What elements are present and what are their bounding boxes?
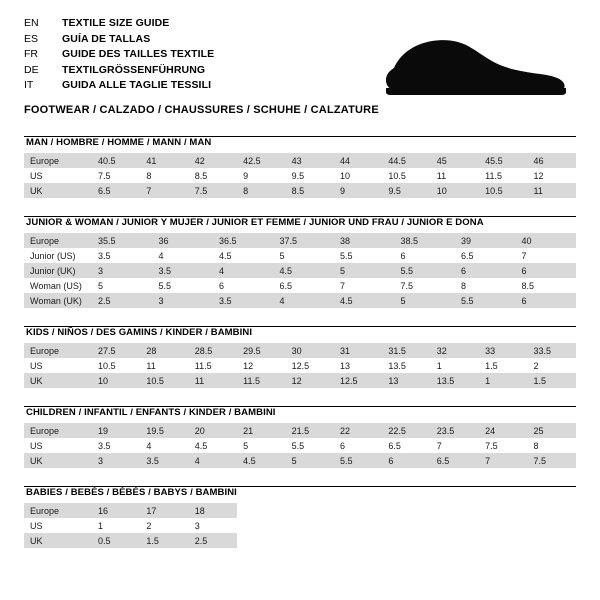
size-cell: 6.5 xyxy=(92,183,140,198)
size-cell-empty xyxy=(334,503,382,518)
size-cell-empty xyxy=(479,503,527,518)
size-table-babies xyxy=(24,503,576,548)
table-row xyxy=(24,438,576,453)
size-cell: 44 xyxy=(334,153,382,168)
row-label: Europe xyxy=(24,423,92,438)
size-cell-empty xyxy=(382,533,430,548)
size-cell: 11.5 xyxy=(237,373,285,388)
block-title: BABIES / BEBÉS / BÉBÉS / BABYS / BAMBINI xyxy=(26,487,237,498)
size-cell: 8 xyxy=(146,170,152,181)
language-code: EN xyxy=(24,17,39,29)
size-block-babies xyxy=(24,486,576,548)
table-row xyxy=(24,503,576,518)
size-cell: 8.5 xyxy=(194,170,208,181)
language-title: GUÍA DE TALLAS xyxy=(62,32,151,45)
size-cell-empty xyxy=(528,503,576,518)
size-table-kids xyxy=(24,343,576,388)
size-cell: 4.5 xyxy=(219,250,232,261)
row-label: UK xyxy=(24,453,92,468)
row-label: UK xyxy=(24,533,92,548)
size-cell: 41 xyxy=(140,153,188,168)
size-cell: 5 xyxy=(279,250,285,261)
size-cell: 4.5 xyxy=(194,440,208,451)
size-cell: 40 xyxy=(516,233,577,248)
size-cell: 5 xyxy=(334,263,395,278)
size-cell: 8.5 xyxy=(286,183,334,198)
size-table-body xyxy=(24,343,576,388)
size-block-junior-woman xyxy=(24,216,576,308)
size-cell: 40.5 xyxy=(92,153,140,168)
size-cell: 24 xyxy=(479,423,527,438)
size-cell: 17 xyxy=(140,503,188,518)
size-cell-empty xyxy=(431,503,479,518)
size-cell: 10 xyxy=(431,183,479,198)
row-label: Woman (US) xyxy=(30,280,82,291)
size-cell: 4 xyxy=(189,453,237,468)
size-cell: 31 xyxy=(334,343,382,358)
size-cell-empty xyxy=(334,533,382,548)
size-cell: 8 xyxy=(237,183,285,198)
size-cell-empty xyxy=(286,503,334,518)
size-cell: 35.5 xyxy=(92,233,153,248)
size-cell: 21.5 xyxy=(286,423,334,438)
row-label: UK xyxy=(24,183,92,198)
size-cell: 30 xyxy=(286,343,334,358)
size-cell: 4 xyxy=(146,440,152,451)
row-label: UK xyxy=(24,373,92,388)
size-cell: 5 xyxy=(98,280,104,291)
row-label: US xyxy=(30,440,43,451)
size-cell: 5.5 xyxy=(340,250,353,261)
size-cell: 11 xyxy=(436,170,447,181)
size-cell: 10.5 xyxy=(388,170,406,181)
size-cell: 4 xyxy=(274,293,335,308)
table-row xyxy=(24,183,576,198)
size-cell: 6 xyxy=(455,263,516,278)
category-line: FOOTWEAR / CALZADO / CHAUSSURES / SCHUHE / CALZATURE xyxy=(24,103,379,116)
size-cell: 18 xyxy=(189,503,237,518)
size-cell-empty xyxy=(286,518,334,533)
size-table-body xyxy=(24,233,576,308)
size-cell: 7.5 xyxy=(98,170,111,181)
size-cell: 2.5 xyxy=(92,293,153,308)
size-cell: 2.5 xyxy=(189,533,237,548)
size-cell: 6 xyxy=(382,453,430,468)
size-cell: 5.5 xyxy=(455,293,516,308)
size-cell: 29.5 xyxy=(237,343,285,358)
language-row xyxy=(24,47,214,63)
size-cell: 6 xyxy=(516,263,577,278)
table-row xyxy=(24,423,576,438)
table-row xyxy=(24,453,576,468)
size-cell: 12 xyxy=(243,360,254,371)
size-cell: 37.5 xyxy=(274,233,335,248)
size-cell: 5 xyxy=(286,453,334,468)
size-cell: 7 xyxy=(140,183,188,198)
language-title: TEXTILGRÖSSENFÜHRUNG xyxy=(62,63,206,76)
size-cell: 6 xyxy=(516,293,577,308)
size-cell: 1 xyxy=(479,373,527,388)
size-cell: 16 xyxy=(92,503,140,518)
language-row xyxy=(24,16,214,32)
language-title-list xyxy=(24,16,214,94)
size-cell-empty xyxy=(382,503,430,518)
size-cell: 4.5 xyxy=(274,263,335,278)
size-cell: 1 xyxy=(98,520,104,531)
size-cell: 11.5 xyxy=(194,360,212,371)
size-cell: 3 xyxy=(92,453,140,468)
row-label: Europe xyxy=(24,503,92,518)
row-label: Woman (UK) xyxy=(24,293,92,308)
size-cell: 3.5 xyxy=(213,293,274,308)
size-cell: 7 xyxy=(436,440,442,451)
size-cell: 8 xyxy=(461,280,467,291)
size-cell: 10.5 xyxy=(98,360,116,371)
size-cell: 36 xyxy=(153,233,214,248)
size-cell: 5.5 xyxy=(334,453,382,468)
language-row xyxy=(24,78,214,94)
size-cell: 38.5 xyxy=(395,233,456,248)
size-cell: 33 xyxy=(479,343,527,358)
size-cell-empty xyxy=(528,533,576,548)
block-title: MAN / HOMBRE / HOMME / MANN / MAN xyxy=(26,137,212,148)
size-cell: 33.5 xyxy=(528,343,576,358)
size-cell: 45.5 xyxy=(479,153,527,168)
size-cell: 12 xyxy=(286,373,334,388)
size-cell: 4.5 xyxy=(237,453,285,468)
table-row xyxy=(24,343,576,358)
size-cell: 3.5 xyxy=(98,440,111,451)
size-cell-empty xyxy=(528,518,576,533)
size-cell: 4 xyxy=(213,263,274,278)
language-row xyxy=(24,63,214,79)
row-label: Europe xyxy=(24,153,92,168)
size-cell: 13 xyxy=(382,373,430,388)
size-cell: 28 xyxy=(140,343,188,358)
size-cell: 46 xyxy=(528,153,576,168)
size-cell: 7 xyxy=(521,250,527,261)
size-cell: 1.5 xyxy=(140,533,188,548)
size-cell: 36.5 xyxy=(213,233,274,248)
size-cell: 5.5 xyxy=(291,440,305,451)
size-cell-empty xyxy=(431,518,479,533)
size-cell: 25 xyxy=(528,423,576,438)
size-cell: 3 xyxy=(194,520,200,531)
size-cell: 10.5 xyxy=(479,183,527,198)
size-cell: 6 xyxy=(400,250,406,261)
table-row xyxy=(24,518,576,533)
size-cell: 22 xyxy=(334,423,382,438)
size-cell: 3.5 xyxy=(98,250,111,261)
table-row xyxy=(24,278,576,293)
size-cell: 7.5 xyxy=(528,453,576,468)
size-cell: 42.5 xyxy=(237,153,285,168)
size-cell: 44.5 xyxy=(382,153,430,168)
size-cell: 20 xyxy=(189,423,237,438)
size-cell: 1 xyxy=(436,360,442,371)
size-block-kids xyxy=(24,326,576,388)
size-cell: 7 xyxy=(479,453,527,468)
size-cell: 19 xyxy=(92,423,140,438)
table-row xyxy=(24,263,576,278)
table-row xyxy=(24,533,576,548)
language-code: ES xyxy=(24,32,39,45)
size-cell: 3.5 xyxy=(153,263,214,278)
block-title: CHILDREN / INFANTIL / ENFANTS / KINDER / BAMBINI xyxy=(26,407,276,418)
size-cell: 21 xyxy=(237,423,285,438)
size-cell: 3.5 xyxy=(140,453,188,468)
language-title: TEXTILE SIZE GUIDE xyxy=(62,17,170,29)
document-header xyxy=(24,16,576,116)
size-cell: 27.5 xyxy=(92,343,140,358)
size-cell: 0.5 xyxy=(92,533,140,548)
block-title: JUNIOR & WOMAN / JUNIOR Y MUJER / JUNIOR ET FEMME / JUNIOR UND FRAU / JUNIOR E DONA xyxy=(26,217,484,228)
size-cell: 2 xyxy=(533,360,539,371)
size-cell: 8 xyxy=(533,440,539,451)
table-row xyxy=(24,153,576,168)
size-cell: 9.5 xyxy=(291,170,305,181)
row-label: US xyxy=(30,520,43,531)
size-cell: 43 xyxy=(286,153,334,168)
block-title: KIDS / NIÑOS / DES GAMINS / KINDER / BAMBINI xyxy=(26,327,253,338)
size-cell: 11.5 xyxy=(485,170,502,181)
size-cell: 11 xyxy=(189,373,237,388)
table-row xyxy=(24,293,576,308)
size-table-children xyxy=(24,423,576,468)
size-block-man xyxy=(24,136,576,198)
size-cell: 12 xyxy=(533,170,544,181)
size-cell: 13 xyxy=(339,360,350,371)
row-label: US xyxy=(30,170,43,181)
size-cell: 11 xyxy=(146,360,156,371)
size-cell: 28.5 xyxy=(189,343,237,358)
size-cell: 4.5 xyxy=(334,293,395,308)
size-cell: 6.5 xyxy=(431,453,479,468)
language-row xyxy=(24,32,214,48)
size-block-children xyxy=(24,406,576,468)
size-cell: 19.5 xyxy=(140,423,188,438)
size-cell-empty xyxy=(237,503,285,518)
row-label: Europe xyxy=(24,233,92,248)
size-cell: 7.5 xyxy=(400,280,414,291)
size-cell: 7 xyxy=(340,280,346,291)
size-cell: 5.5 xyxy=(395,263,456,278)
size-cell-empty xyxy=(237,518,285,533)
size-cell-empty xyxy=(334,518,382,533)
size-cell-empty xyxy=(382,518,430,533)
size-cell: 10 xyxy=(339,170,350,181)
table-row xyxy=(24,168,576,183)
size-table-man xyxy=(24,153,576,198)
table-row xyxy=(24,248,576,263)
table-row xyxy=(24,358,576,373)
size-cell: 3 xyxy=(153,293,214,308)
size-table-body xyxy=(24,423,576,468)
language-code: IT xyxy=(24,79,34,92)
table-row xyxy=(24,233,576,248)
size-cell: 10 xyxy=(92,373,140,388)
size-cell: 5 xyxy=(395,293,456,308)
size-cell: 12.5 xyxy=(334,373,382,388)
size-cell: 7.5 xyxy=(189,183,237,198)
size-cell-empty xyxy=(431,533,479,548)
size-cell: 13.5 xyxy=(431,373,479,388)
size-cell: 6 xyxy=(339,440,345,451)
size-cell: 9 xyxy=(243,170,249,181)
size-cell: 8.5 xyxy=(521,280,535,291)
table-row xyxy=(24,373,576,388)
size-cell: 31.5 xyxy=(382,343,430,358)
size-cell: 3 xyxy=(92,263,153,278)
size-cell: 38 xyxy=(334,233,395,248)
size-cell: 5.5 xyxy=(158,280,172,291)
size-cell: 6.5 xyxy=(279,280,293,291)
size-table-body xyxy=(24,503,576,548)
size-cell: 5 xyxy=(243,440,249,451)
size-cell: 10.5 xyxy=(140,373,188,388)
size-cell: 23.5 xyxy=(431,423,479,438)
size-cell: 7.5 xyxy=(485,440,498,451)
language-code: FR xyxy=(24,48,38,61)
size-cell: 9.5 xyxy=(382,183,430,198)
language-title: GUIDA ALLE TAGLIE TESSILI xyxy=(62,79,212,92)
size-cell: 9 xyxy=(334,183,382,198)
size-cell: 11 xyxy=(528,183,576,198)
size-cell: 1.5 xyxy=(528,373,576,388)
size-cell: 42 xyxy=(189,153,237,168)
language-title: GUIDE DES TAILLES TEXTILE xyxy=(62,48,215,61)
size-cell: 45 xyxy=(431,153,479,168)
size-cell: 32 xyxy=(431,343,479,358)
size-cell: 13.5 xyxy=(388,360,406,371)
size-cell: 22.5 xyxy=(382,423,430,438)
size-cell: 1.5 xyxy=(485,360,498,371)
size-cell-empty xyxy=(479,533,527,548)
row-label: US xyxy=(30,360,43,371)
size-cell: 39 xyxy=(455,233,516,248)
row-label: Junior (UK) xyxy=(24,263,92,278)
dress-shoe-icon xyxy=(380,32,570,100)
size-cell-empty xyxy=(237,533,285,548)
size-cell-empty xyxy=(286,533,334,548)
row-label: Junior (US) xyxy=(30,250,76,261)
size-cell: 12.5 xyxy=(291,360,310,371)
size-table-junior-woman xyxy=(24,233,576,308)
size-cell: 6.5 xyxy=(388,440,401,451)
row-label: Europe xyxy=(24,343,92,358)
size-cell-empty xyxy=(479,518,527,533)
language-code: DE xyxy=(24,63,39,76)
size-cell: 6.5 xyxy=(461,250,474,261)
size-cell: 4 xyxy=(158,250,164,261)
size-table-body xyxy=(24,153,576,198)
size-cell: 6 xyxy=(219,280,225,291)
size-cell: 2 xyxy=(146,520,152,531)
language-title-list-body xyxy=(24,16,214,94)
